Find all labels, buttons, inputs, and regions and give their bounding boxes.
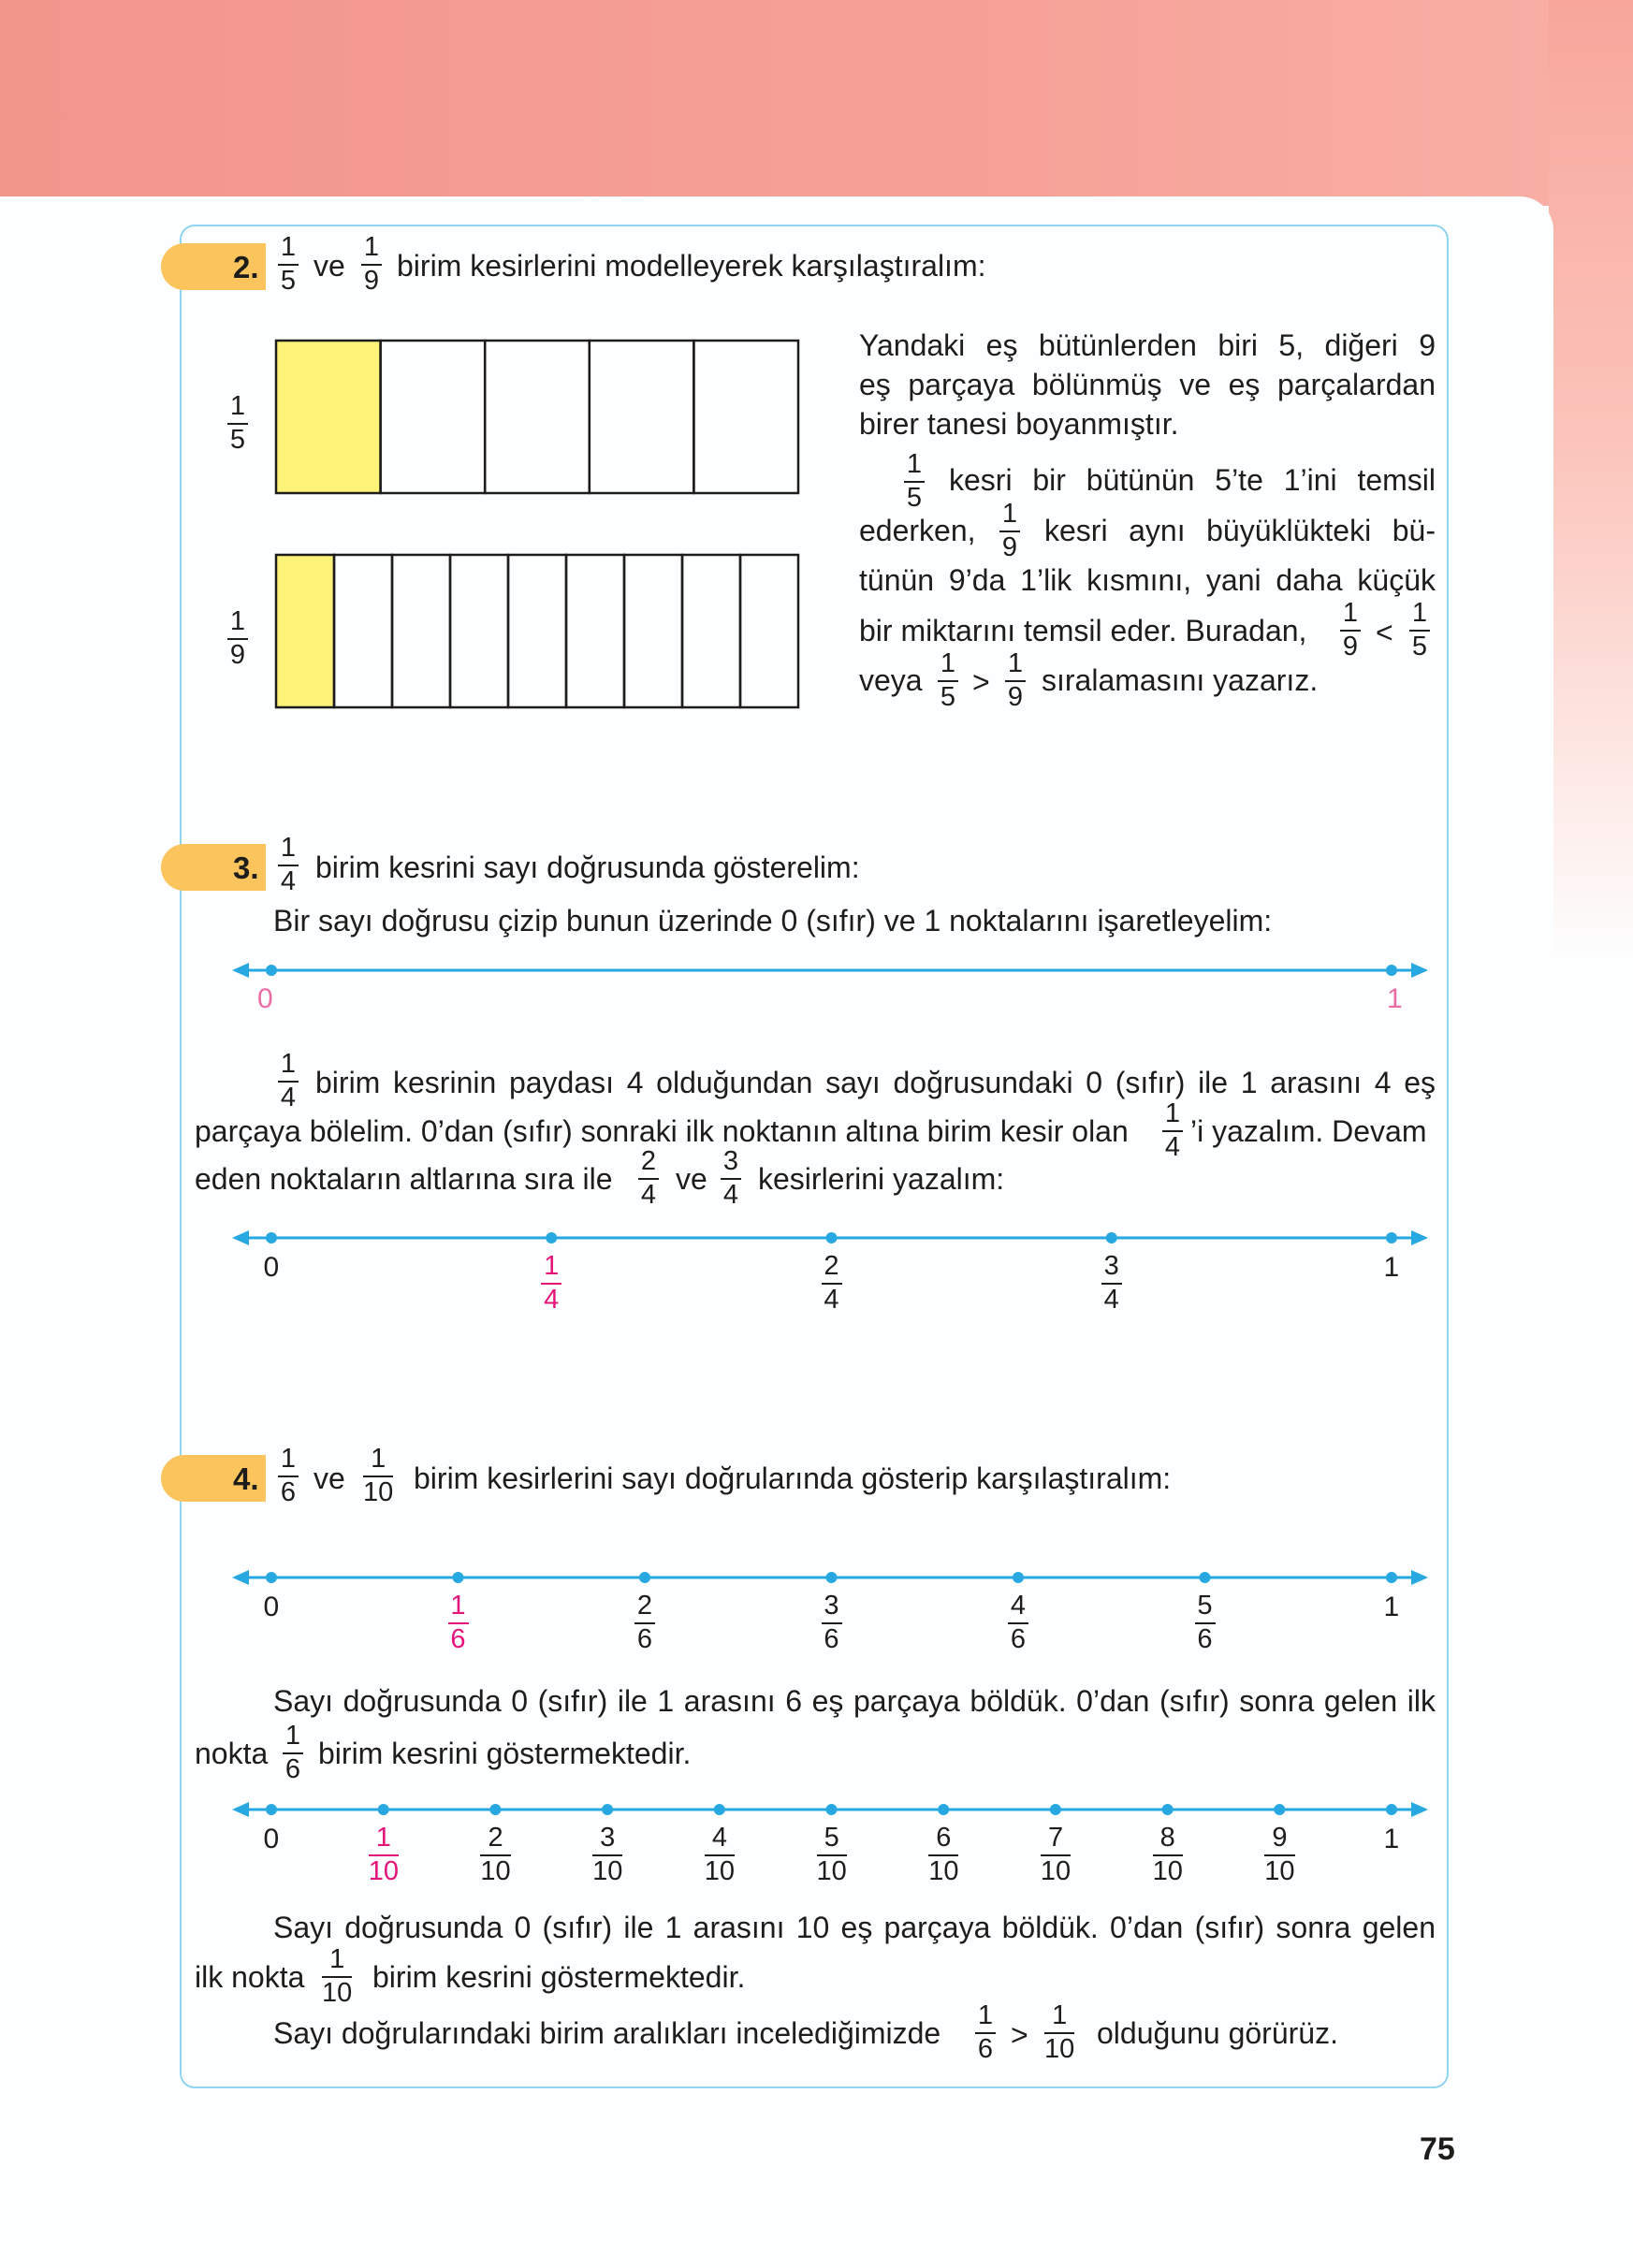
number-line-label: 1 6 [448, 1592, 469, 1653]
number-line-point [266, 1232, 277, 1243]
s4-heading-one-sixth: 1 6 [278, 1446, 299, 1506]
number-line-point [1106, 1232, 1117, 1243]
s2-para-line6: tünün 9’da 1’lik kısmını, yani daha küçük [859, 563, 1436, 597]
s3-para-three-fourths: 3 4 [721, 1148, 741, 1209]
arrow-right-icon [1411, 963, 1428, 978]
number-line-point [1386, 1804, 1397, 1815]
model-5-part [381, 341, 486, 493]
s2-ineq2-one-fifth: 1 5 [938, 650, 958, 711]
arrow-right-icon [1411, 1570, 1428, 1585]
number-line-point [826, 1232, 838, 1243]
s4-para1-line2b: birim kesrini göstermektedir. [318, 1737, 692, 1770]
page-number: 75 [1420, 2131, 1455, 2167]
number-line-label: 4 6 [1008, 1592, 1028, 1653]
number-line-point [378, 1804, 389, 1815]
number-line-label: 2 10 [480, 1823, 511, 1886]
s2-para-line8a: veya [859, 663, 923, 697]
model-9-part [508, 555, 566, 707]
number-line-label: 5 6 [1195, 1592, 1216, 1653]
s2-para-line7: bir miktarını temsil eder. Buradan, [859, 614, 1307, 647]
s2-ineq-one-fifth: 1 5 [1409, 600, 1430, 661]
number-line-point [826, 1804, 838, 1815]
number-line-point [602, 1804, 613, 1815]
number-line-label: 2 4 [822, 1253, 842, 1314]
model-5-shaded-part [276, 341, 381, 493]
section-4-heading: birim kesirlerini sayı doğrularında gösterip karşılaştıralım: [414, 1461, 1172, 1495]
model-9-part [392, 555, 450, 707]
model-9-part [624, 555, 682, 707]
model-label-one-fifth: 1 5 [227, 393, 248, 454]
number-line-point [1013, 1572, 1024, 1583]
number-line-point [546, 1232, 557, 1243]
number-line-label: 1 4 [541, 1253, 561, 1314]
less-than-sign: < [1376, 616, 1393, 649]
number-line-point [266, 965, 277, 976]
s3-line1: Bir sayı doğrusu çizip bunun üzerinde 0 (sıfır) ve 1 noktalarını işaretleyelim: [273, 904, 1273, 938]
s3-para-line2b: ’i yazalım. Devam [1190, 1114, 1427, 1148]
model-5-part [590, 341, 694, 493]
model-5-part [485, 341, 590, 493]
model-9-part [740, 555, 798, 707]
s2-para-line1: Yandaki eş bütünlerden biri 5, diğeri 9 [859, 328, 1436, 362]
arrow-left-icon [232, 963, 249, 978]
s2-para-line4: kesri bir bütünün 5’te 1’ini temsil [949, 463, 1436, 497]
model-9-part [334, 555, 392, 707]
arrow-left-icon [232, 1570, 249, 1585]
section-2-heading: birim kesirlerini modelleyerek karşılaştıralım: [397, 249, 986, 283]
number-line-label: 7 10 [1040, 1823, 1072, 1886]
s3-para-one-fourth: 1 4 [1162, 1100, 1183, 1161]
s3-para-line1: birim kesrinin paydası 4 olduğundan sayı doğrusundaki 0 (sıfır) ile 1 arasını 4 eş [315, 1066, 1436, 1099]
arrow-right-icon [1411, 1230, 1428, 1245]
number-line-label: 0 [263, 1824, 280, 1854]
number-line-point [714, 1804, 725, 1815]
s4-para3-one-tenth: 1 10 [1044, 2000, 1075, 2064]
number-line-label: 4 10 [704, 1823, 736, 1886]
number-line-point [826, 1572, 838, 1583]
s4-para3-one-sixth: 1 6 [975, 2002, 996, 2063]
number-line-label: 0 [263, 1252, 280, 1283]
s4-para2-one-tenth: 1 10 [322, 1944, 353, 2008]
number-line-point [266, 1804, 277, 1815]
number-line-point [1050, 1804, 1061, 1815]
s2-ineq-one-ninth: 1 9 [1340, 600, 1361, 661]
arrow-left-icon [232, 1802, 249, 1817]
s2-para-line5b: kesri aynı büyüklükteki bü- [1044, 514, 1436, 547]
number-line-point [1274, 1804, 1285, 1815]
s4-heading-ve: ve [313, 1461, 345, 1495]
number-line-label: 1 [1383, 1252, 1400, 1283]
number-line-point [1386, 965, 1397, 976]
s2-fraction-one-ninth: 1 9 [999, 501, 1020, 561]
arrow-left-icon [232, 1230, 249, 1245]
number-line-point [938, 1804, 949, 1815]
s3-para-two-fourths: 2 4 [638, 1148, 659, 1209]
number-line-point [639, 1572, 650, 1583]
fraction-one-ninth: 1 9 [361, 234, 382, 295]
greater-than-sign: > [972, 665, 990, 699]
s2-para-line5a: ederken, [859, 514, 976, 547]
arrow-right-icon [1411, 1802, 1428, 1817]
number-line-point [266, 1572, 277, 1583]
fraction-one-fifth: 1 5 [278, 234, 299, 295]
number-line-label: 8 10 [1152, 1823, 1183, 1886]
s4-para2-line1: Sayı doğrusunda 0 (sıfır) ile 1 arasını 10 eş parçaya böldük. 0’dan (sıfır) sonra gelen [273, 1911, 1436, 1944]
s4-para1-one-sixth: 1 6 [283, 1723, 303, 1783]
number-line-label: 9 10 [1264, 1823, 1295, 1886]
s3-para-line3c: kesirlerini yazalım: [758, 1162, 1005, 1196]
s2-fraction-one-fifth: 1 5 [904, 451, 925, 512]
model-9-part [450, 555, 508, 707]
model-label-one-ninth: 1 9 [227, 608, 248, 669]
number-line-label: 2 6 [634, 1592, 655, 1653]
model-9-part [682, 555, 740, 707]
s4-para3b: olduğunu görürüz. [1097, 2016, 1338, 2050]
s2-ineq2-one-ninth: 1 9 [1005, 650, 1026, 711]
s3-para-line3a: eden noktaların altlarına sıra ile [195, 1162, 613, 1196]
number-line-label: 6 10 [928, 1823, 959, 1886]
s4-para1-line1: Sayı doğrusunda 0 (sıfır) ile 1 arasını 6 eş parçaya böldük. 0’dan (sıfır) sonra gelen ilk [273, 1684, 1436, 1718]
number-line-label: 5 10 [816, 1823, 847, 1886]
s2-para-line3: birer tanesi boyanmıştır. [859, 407, 1179, 441]
s4-para3-gt: > [1011, 2018, 1028, 2052]
number-line-point [1386, 1232, 1397, 1243]
number-line-point [453, 1572, 464, 1583]
s2-para-line2: eş parçaya bölünmüş ve eş parçalardan [859, 368, 1436, 401]
heading-ve: ve [313, 249, 345, 283]
number-line-label: 1 [1383, 1592, 1400, 1622]
nl-a-zero: 0 [257, 983, 273, 1014]
s4-para2-line2b: birim kesrini göstermektedir. [372, 1960, 746, 1994]
number-line-point [1200, 1572, 1211, 1583]
number-line-label: 3 6 [822, 1592, 842, 1653]
number-line-label: 3 10 [592, 1823, 623, 1886]
section-4-number: 4. [233, 1461, 259, 1496]
s3-heading-fraction: 1 4 [278, 835, 299, 895]
s3-para-fraction: 1 4 [278, 1051, 299, 1112]
section-3-number: 3. [233, 850, 259, 885]
number-line-point [1162, 1804, 1174, 1815]
number-line-point [489, 1804, 501, 1815]
number-line-label: 1 [1383, 1824, 1400, 1854]
s4-heading-one-tenth: 1 10 [363, 1444, 394, 1507]
model-5-part [693, 341, 798, 493]
s2-para-line8b: sıralamasını yazarız. [1042, 663, 1319, 697]
s4-para3a: Sayı doğrularındaki birim aralıkları incelediğimizde [273, 2016, 941, 2050]
model-9-part [566, 555, 624, 707]
s4-para2-line2a: ilk nokta [195, 1960, 305, 1994]
number-line-point [1386, 1572, 1397, 1583]
section-3-heading: birim kesrini sayı doğrusunda gösterelim: [315, 850, 860, 884]
number-line-label: 1 10 [368, 1823, 399, 1886]
model-9-shaded-part [276, 555, 334, 707]
nl-a-one: 1 [1387, 983, 1403, 1014]
s4-para1-line2a: nokta [195, 1737, 269, 1770]
number-line-label: 0 [263, 1592, 280, 1622]
s3-para-line3b: ve [676, 1162, 707, 1196]
section-2-number: 2. [233, 250, 259, 284]
number-line-label: 3 4 [1101, 1253, 1122, 1314]
s3-para-line2a: parçaya bölelim. 0’dan (sıfır) sonraki ilk noktanın altına birim kesir olan [195, 1114, 1129, 1148]
